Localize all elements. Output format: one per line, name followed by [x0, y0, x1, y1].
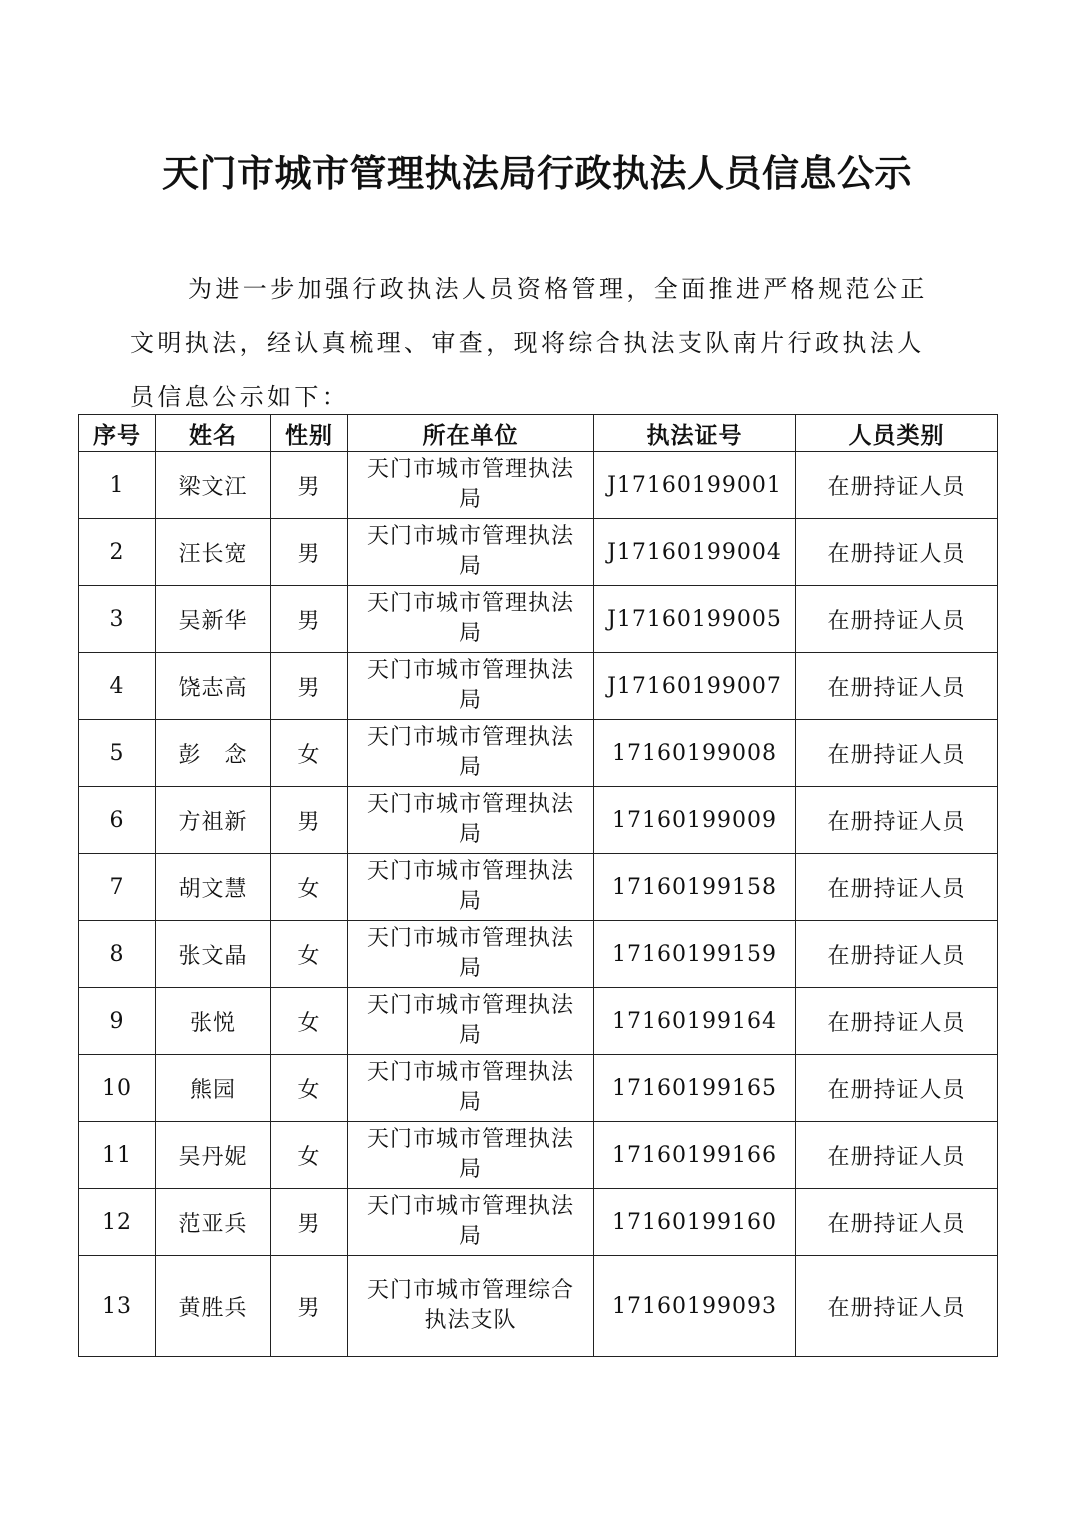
cell-cert: J17160199004 [594, 519, 796, 586]
cell-category: 在册持证人员 [796, 1189, 998, 1256]
cell-no: 4 [79, 653, 156, 720]
cell-name: 汪长宽 [156, 519, 271, 586]
cell-no: 13 [79, 1256, 156, 1357]
cell-unit-text: 天门市城市管理执法局 [366, 993, 574, 1048]
cell-cert: J17160199007 [594, 653, 796, 720]
cell-no: 3 [79, 586, 156, 653]
cell-cert: J17160199005 [594, 586, 796, 653]
cell-gender: 男 [271, 519, 348, 586]
cell-category: 在册持证人员 [796, 854, 998, 921]
cell-unit-text: 天门市城市管理执法局 [366, 1060, 574, 1115]
cell-category: 在册持证人员 [796, 720, 998, 787]
cell-category: 在册持证人员 [796, 1055, 998, 1122]
cell-unit-text: 天门市城市管理执法局 [366, 859, 574, 914]
cell-cert: 17160199165 [594, 1055, 796, 1122]
header-cert: 执法证号 [594, 415, 796, 452]
cell-unit [348, 988, 594, 1055]
cell-unit [348, 586, 594, 653]
cell-category: 在册持证人员 [796, 1256, 998, 1357]
cell-category: 在册持证人员 [796, 653, 998, 720]
cell-unit-text: 天门市城市管理执法局 [366, 457, 574, 512]
cell-name: 黄胜兵 [156, 1256, 271, 1357]
cell-cert: 17160199009 [594, 787, 796, 854]
cell-unit-text: 天门市城市管理执法局 [366, 591, 574, 646]
cell-cert: 17160199166 [594, 1122, 796, 1189]
cell-category: 在册持证人员 [796, 787, 998, 854]
cell-unit [348, 921, 594, 988]
cell-name: 方祖新 [156, 787, 271, 854]
cell-unit [348, 854, 594, 921]
table-row [79, 1055, 998, 1122]
cell-no: 8 [79, 921, 156, 988]
cell-name: 吴新华 [156, 586, 271, 653]
cell-gender: 女 [271, 921, 348, 988]
cell-unit-text: 天门市城市管理综合执法支队 [366, 1278, 574, 1333]
cell-name: 吴丹妮 [156, 1122, 271, 1189]
cell-no: 9 [79, 988, 156, 1055]
header-row [79, 415, 998, 452]
table-header [79, 415, 998, 452]
cell-no: 10 [79, 1055, 156, 1122]
cell-gender: 女 [271, 1122, 348, 1189]
cell-unit-text: 天门市城市管理执法局 [366, 658, 574, 713]
cell-cert: 17160199093 [594, 1256, 796, 1357]
cell-unit [348, 1122, 594, 1189]
table-row [79, 921, 998, 988]
cell-gender: 女 [271, 854, 348, 921]
cell-no: 6 [79, 787, 156, 854]
cell-no: 7 [79, 854, 156, 921]
cell-unit [348, 452, 594, 519]
cell-no: 2 [79, 519, 156, 586]
cell-cert: 17160199159 [594, 921, 796, 988]
cell-gender: 男 [271, 653, 348, 720]
cell-unit [348, 519, 594, 586]
table-row [79, 854, 998, 921]
personnel-table [78, 414, 998, 1357]
cell-name: 熊园 [156, 1055, 271, 1122]
table-row [79, 452, 998, 519]
cell-cert: 17160199008 [594, 720, 796, 787]
table-row [79, 586, 998, 653]
header-unit: 所在单位 [348, 415, 594, 452]
cell-no: 11 [79, 1122, 156, 1189]
table-row [79, 1122, 998, 1189]
header-name: 姓名 [156, 415, 271, 452]
cell-gender: 男 [271, 586, 348, 653]
cell-no: 1 [79, 452, 156, 519]
cell-name: 彭 念 [156, 720, 271, 787]
cell-category: 在册持证人员 [796, 452, 998, 519]
cell-name: 范亚兵 [156, 1189, 271, 1256]
table-row [79, 1189, 998, 1256]
table-row [79, 653, 998, 720]
table-row [79, 720, 998, 787]
cell-cert: J17160199001 [594, 452, 796, 519]
header-gender: 性别 [271, 415, 348, 452]
cell-cert: 17160199164 [594, 988, 796, 1055]
cell-unit-text: 天门市城市管理执法局 [366, 725, 574, 780]
cell-cert: 17160199160 [594, 1189, 796, 1256]
cell-unit [348, 1189, 594, 1256]
table-body [79, 452, 998, 1357]
cell-unit-text: 天门市城市管理执法局 [366, 524, 574, 579]
cell-name: 胡文慧 [156, 854, 271, 921]
cell-unit [348, 787, 594, 854]
cell-category: 在册持证人员 [796, 519, 998, 586]
cell-name: 张文晶 [156, 921, 271, 988]
document-title: 天门市城市管理执法局行政执法人员信息公示 [162, 151, 912, 195]
cell-category: 在册持证人员 [796, 1122, 998, 1189]
cell-gender: 男 [271, 787, 348, 854]
cell-name: 饶志高 [156, 653, 271, 720]
cell-gender: 男 [271, 1189, 348, 1256]
cell-unit-text: 天门市城市管理执法局 [366, 1194, 574, 1249]
cell-gender: 男 [271, 1256, 348, 1357]
cell-cert: 17160199158 [594, 854, 796, 921]
intro-paragraph: 为进一步加强行政执法人员资格管理，全面推进严格规范公正文明执法，经认真梳理、审查，现将综合执法支队南片行政执法人员信息公示如下： [130, 275, 928, 411]
header-no: 序号 [79, 415, 156, 452]
table-row [79, 787, 998, 854]
cell-no: 12 [79, 1189, 156, 1256]
cell-unit [348, 653, 594, 720]
cell-no: 5 [79, 720, 156, 787]
cell-unit-text: 天门市城市管理执法局 [366, 1127, 574, 1182]
cell-category: 在册持证人员 [796, 586, 998, 653]
cell-unit [348, 1055, 594, 1122]
cell-name: 梁文江 [156, 452, 271, 519]
table-row [79, 1256, 998, 1357]
cell-unit-text: 天门市城市管理执法局 [366, 926, 574, 981]
cell-unit [348, 720, 594, 787]
cell-gender: 男 [271, 452, 348, 519]
cell-name: 张悦 [156, 988, 271, 1055]
table-row [79, 988, 998, 1055]
cell-gender: 女 [271, 1055, 348, 1122]
cell-gender: 女 [271, 720, 348, 787]
cell-category: 在册持证人员 [796, 988, 998, 1055]
cell-unit-text: 天门市城市管理执法局 [366, 792, 574, 847]
table-row [79, 519, 998, 586]
cell-unit [348, 1256, 594, 1357]
cell-category: 在册持证人员 [796, 921, 998, 988]
cell-gender: 女 [271, 988, 348, 1055]
header-category: 人员类别 [796, 415, 998, 452]
